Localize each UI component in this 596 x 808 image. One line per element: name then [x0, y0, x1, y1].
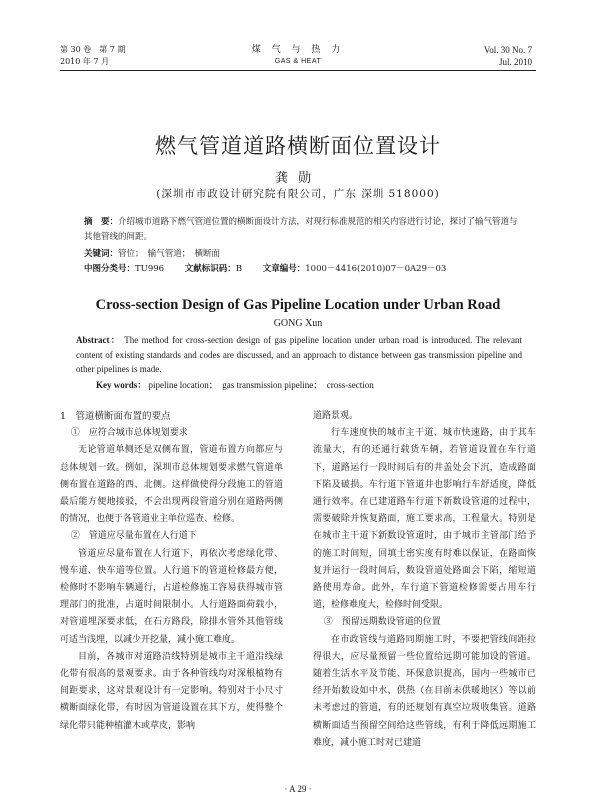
- affiliation-cn: (深圳市市政设计研究院有限公司，广东 深圳 518000): [156, 188, 440, 200]
- subsection-heading-2: ② 管道应尽量布置在人行道下: [70, 531, 197, 542]
- journal-title-cn: 煤 气 与 热 力: [251, 45, 345, 55]
- paragraph-reserve: 在市政管线与道路同期施工时，不要把管线间距拉得很大，应尽量预留一些位置给远期可能加设的管道。随着生活水平及节能、环保意识提高，国内一些城市已经开始数设如中水、供热（在目前未供暖地区）等以前未考虑过的管道，有的还规划有真空垃圾收集管。道路横断面适当预留空间给这些管线，有利于降低远期施工难度，减小施工时对已建道: [313, 634, 536, 748]
- body-column-left: [60, 408, 283, 735]
- article-title-en: Cross-section Design of Gas Pipeline Location under Urban Road: [95, 297, 501, 313]
- issue-date-en: Jul. 2010: [498, 57, 532, 67]
- clc-number: [84, 264, 164, 274]
- issue-date: 2010 年 7 月: [60, 57, 110, 66]
- subsection-heading-1: ① 应符合城市总体规划要求: [70, 428, 188, 439]
- paragraph-sidewalk: 管道应尽量布置在人行道下，再依次考虑绿化带、慢车道、快车道等位置。人行道下的管道检修最方便，检修时不影响车辆通行，占道检修施工容易获得城市管理部门的批准，占道时间限制小。人行道路面荷载小，对管道埋深要求低，在石方路段，除排水管外其他管线可适当浅埋，以减少开挖量，减小施工难度。: [60, 548, 283, 645]
- volume-issue: 第 30 卷 第 7 期: [60, 45, 126, 54]
- abstract-en-text: The method for cross-section design of gas pipeline location under urban road is introduced. The relevant content of existing standards and codes are discussed, and an approach to distance between gas transmission pipeline and other pipelines is made.: [76, 335, 522, 374]
- volume-issue-en: Vol. 30 No. 7: [483, 45, 532, 55]
- keywords-cn-label: 关键词：: [84, 249, 119, 259]
- paragraph-planning: 无论管道单侧还是双侧布置，管道布置方向都应与总体规划一致。例如，深圳市总体规划要求燃气管道单侧布置在道路的西、北侧。这样做使得分段施工的管道最后能方便地接驳，不会出现两段管道分别在道路两侧的情况，也便于各管道业主单位巡查、检修。: [60, 445, 283, 525]
- clc-value: TU996: [135, 264, 165, 274]
- paragraph-continuation: 道路景观。: [313, 411, 359, 421]
- doc-code-value: B: [235, 264, 243, 274]
- section-heading: 1 管道横断面布置的要点: [60, 411, 171, 422]
- document-code: [185, 264, 242, 274]
- subsection-heading-3: ③ 预留远期数设管道的位置: [323, 617, 441, 628]
- abstract-en: [76, 333, 522, 377]
- keywords-en: [96, 378, 526, 391]
- journal-title-en: GAS & HEAT: [274, 58, 322, 65]
- article-no-value: 1000－4416(2010)07－0A29－03: [305, 264, 447, 274]
- clc-label: 中图分类号：: [84, 264, 136, 274]
- paragraph-greenbelt: 目前，各城市对道路沿线特别是城市主干道沿线绿化带有很高的景观要求。由于各种管线均对深根植物有间距要求，这对景观设计有一定影响。特别对于小尺寸横断面绿化带，有时因为管道设置在其下方，使得整个绿化带只能种植灌木或草皮，影响: [60, 651, 283, 731]
- abstract-en-label: Abstract：: [76, 335, 121, 345]
- abstract-cn-text: 介绍城市道路下燃气管道位置的横断面设计方法，对现行标准规范的相关内容进行讨论，探讨了输气管道与其他管线的间距。: [84, 217, 518, 242]
- keywords-cn-text: 管位； 输气管道； 横断面: [118, 249, 221, 259]
- keywords-en-text: pipeline location； gas transmission pipeline； cross-section: [148, 380, 374, 390]
- article-no-label: 文章编号：: [262, 264, 306, 274]
- journal-issue-info-en: [484, 44, 532, 68]
- paragraph-roadway: 行车速度快的城市主干道、城市快速路，由于其车流量大，有的还通行载货车辆，若管道设置在车行道下，道路运行一段时间后有的井盖处会下沉，造成路面下陷及破损。车行道下管道井也影响行车舒适度，降低通行效率。在已建道路车行道下新数设管道的过程中，需要破除并恢复路面，施工要求高，工程量大。特别是在城市主干道下新数设管道时，由于城市主管部门给予的施工时间短，回填土密实度有时难以保证，在路面恢复并运行一段时间后，数设管道处路面会下陷，缩短道路使用寿命。此外，车行道下管道检修需要占用车行道，检修难度大，检修时间受限。: [313, 428, 536, 611]
- keywords-en-label: Key words：: [96, 380, 147, 390]
- doc-code-label: 文献标识码：: [184, 264, 236, 274]
- author-en: GONG Xun: [273, 318, 323, 329]
- abstract-cn-label: 摘 要：: [84, 217, 119, 227]
- article-number: [263, 264, 447, 274]
- author-cn: 龚勋: [274, 171, 321, 186]
- page-number: · A 29 ·: [284, 784, 312, 794]
- article-title-cn: 燃气管道道路横断面位置设计: [155, 134, 441, 158]
- header-rule: [60, 70, 536, 71]
- abstract-cn: [84, 215, 524, 245]
- body-column-right: [313, 408, 536, 752]
- classification-line: [84, 262, 524, 277]
- keywords-cn: [84, 247, 524, 262]
